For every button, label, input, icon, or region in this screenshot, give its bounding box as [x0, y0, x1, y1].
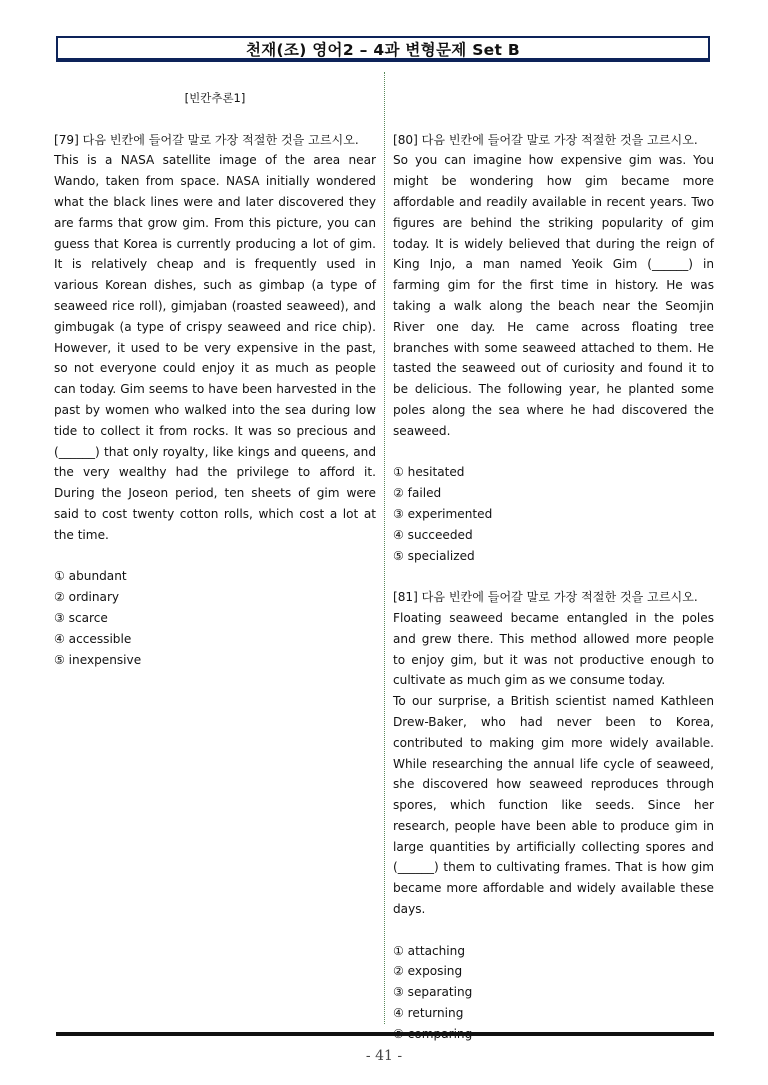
right-column	[393, 88, 714, 1045]
question-passage: So you can imagine how expensive gim was. You might be wondering how gim became more affordable and readily available in recent years. Two figures are behind the striking popularity of gim today. It is widely believed that during the reign of King Injo, a man named Yeoik Gim (______) in farming gim for the first time in history. He was taking a walk along the beach near the Seomjin River one day. He came across floating tree branches with some seaweed attached to them. He tasted the seaweed out of curiosity and found it to be delicious. The following year, he planted some poles along the sea where he had discovered the seaweed.	[393, 153, 714, 438]
answer-option[interactable]: ④ returning	[393, 1006, 464, 1021]
answer-option[interactable]: ① hesitated	[393, 465, 465, 480]
answer-option[interactable]: ② exposing	[393, 964, 463, 979]
answer-option[interactable]: ③ scarce	[54, 610, 108, 625]
footer-rule	[56, 1032, 714, 1036]
question-passage: To our surprise, a British scientist named Kathleen Drew-Baker, who had never been to Korea, contributed to making gim more widely available. While researching the annual life cycle of seaweed, she discovered how seaweed reproduces through spores, which function like seeds. Since her research, people have been able to produce gim in large quantities by artificially collecting spores and (______) them to cultivating frames. That is how gim became more affordable and widely available these days.	[393, 694, 714, 917]
column-divider	[384, 72, 385, 1024]
answer-option[interactable]: ① attaching	[393, 943, 466, 958]
answer-option[interactable]: ① abundant	[54, 569, 127, 584]
question-heading: [81] 다음 빈칸에 들어갈 말로 가장 적절한 것을 고르시오.	[393, 590, 698, 605]
question-heading: [80] 다음 빈칸에 들어갈 말로 가장 적절한 것을 고르시오.	[393, 132, 698, 147]
question-passage: Floating seaweed became entangled in the poles and grew there. This method allowed more people to enjoy gim, but it was not productive enough to cultivate as much gim as we consume today.	[393, 610, 714, 688]
answer-option[interactable]: ⑤ specialized	[393, 548, 475, 563]
left-column	[54, 88, 376, 670]
answer-option[interactable]: ④ succeeded	[393, 527, 473, 542]
question-79	[54, 130, 376, 671]
answer-option[interactable]: ③ separating	[393, 985, 473, 1000]
page-number: - 41 -	[365, 1048, 403, 1064]
question-heading: [79] 다음 빈칸에 들어갈 말로 가장 적절한 것을 고르시오.	[54, 132, 359, 147]
answer-option[interactable]: ⑤ inexpensive	[54, 652, 142, 667]
question-81	[393, 587, 714, 1045]
page-header	[56, 36, 710, 62]
section-label: [빈칸추론1]	[184, 91, 246, 105]
answer-option[interactable]: ② failed	[393, 486, 442, 501]
answer-option[interactable]: ③ experimented	[393, 506, 493, 521]
question-passage: This is a NASA satellite image of the area near Wando, taken from space. NASA initially wondered what the black lines were and later discovered they are farms that grow gim. From this picture, you can guess that Korea is currently producing a lot of gim. It is relatively cheap and is frequently used in various Korean dishes, such as gimbap (a type of seaweed rice roll), gimjaban (roasted seaweed), and gimbugak (a type of crispy seaweed and rice chip). However, it used to be very expensive in the past, so not everyone could enjoy it as much as people can today. Gim seems to have been harvested in the past by women who walked into the sea during low tide to collect it from rocks. It was so precious and (______) that only royalty, like kings and queens, and the very wealthy had the privilege to afford it. During the Joseon period, ten sheets of gim were said to cost twenty cotton rolls, which cost a lot at the time.	[54, 153, 376, 542]
question-80	[393, 130, 714, 567]
page-title: 천재(조) 영어2 – 4과 변형문제 Set B	[246, 41, 520, 59]
answer-option[interactable]: ④ accessible	[54, 631, 132, 646]
answer-option[interactable]: ② ordinary	[54, 590, 120, 605]
